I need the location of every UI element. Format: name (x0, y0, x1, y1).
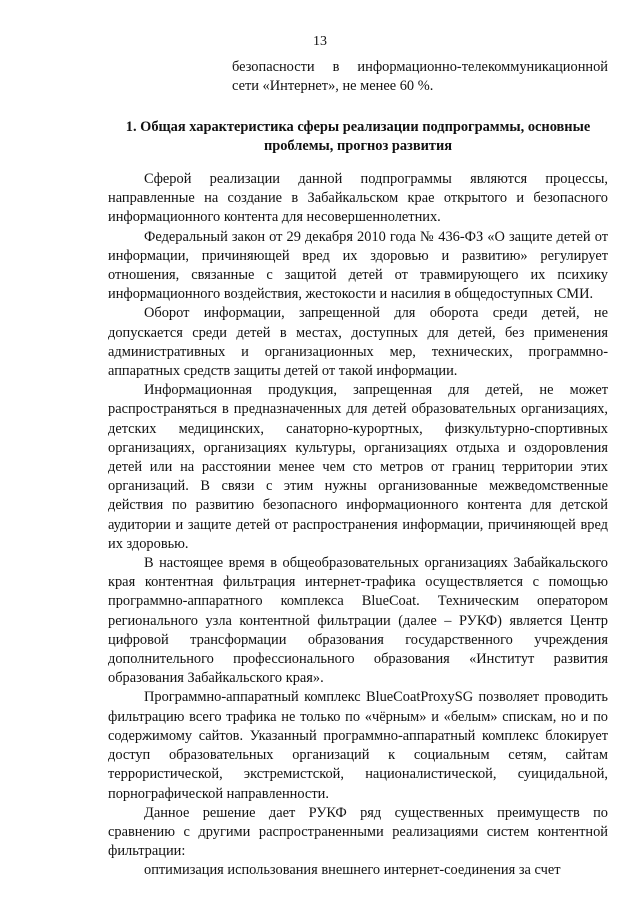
continuation-text: безопасности в информационно-телекоммуникационной сети «Интернет», не менее 60 %. (232, 59, 608, 95)
paragraph: Оборот информации, запрещенной для оборота среди детей, не допускается среди детей в местах, доступных для детей, без применения административных и организационных мер, технических, программно-аппаратных средств защиты детей от такой информации. (108, 305, 608, 380)
paragraph: В настоящее время в общеобразовательных организациях Забайкальского края контентная фильтрация интернет-трафика осуществляется с помощью программно-аппаратного комплекса BlueCoat. Техническим оператором регионального узла контентной фильтрации (далее – РУКФ) является Центр цифровой трансформации образования государственного учреждения дополнительного профессионального образования «Институт развития образования Забайкальского края». (108, 555, 608, 687)
paragraph: Федеральный закон от 29 декабря 2010 года № 436-ФЗ «О защите детей от информации, причиняющей вред их здоровью и развитию» регулирует отношения, связанные с защитой детей от травмирующего их психику информационного воздействия, жестокости и насилия в общедоступных СМИ. (108, 228, 608, 303)
paragraph: оптимизация использования внешнего интернет-соединения за счет (144, 862, 561, 879)
paragraph: Данное решение дает РУКФ ряд существенных преимуществ по сравнению с другими распространенными реализациями систем контентной фильтрации: (108, 804, 608, 860)
body-text (108, 170, 608, 881)
paragraph: Сферой реализации данной подпрограммы являются процессы, направленные на создание в Забайкальском крае открытого и безопасного информационного контента для несовершеннолетних. (108, 171, 608, 226)
section-heading: 1. Общая характеристика сферы реализации подпрограммы, основные проблемы, прогноз развития (125, 119, 591, 155)
paragraph: Программно-аппаратный комплекс BlueCoatProxySG позволяет проводить фильтрацию всего трафика не только по «чёрным» и «белым» спискам, но и по содержимому сайтов. Указанный программно-аппаратный комплекс блокирует доступ образовательных организаций к социальным сетям, сайтам террористической, экстремистской, националистической, суицидальной, порнографической направленности. (108, 689, 608, 802)
page-number: 13 (313, 34, 327, 49)
paragraph: Информационная продукция, запрещенная для детей, не может распространяться в предназначенных для детей образовательных организациях, детских медицинских, санаторно-курортных, физкультурно-спортивных организациях, организациях культуры, организациях отдыха и оздоровления детей или на расстоянии менее чем сто метров от границ территории этих организаций. В связи с этим нужны организованные межведомственные действия по развитию безопасного информационного контента для детской аудитории и защите детей от распространения информации, причиняющей вред их здоровью. (108, 382, 608, 552)
